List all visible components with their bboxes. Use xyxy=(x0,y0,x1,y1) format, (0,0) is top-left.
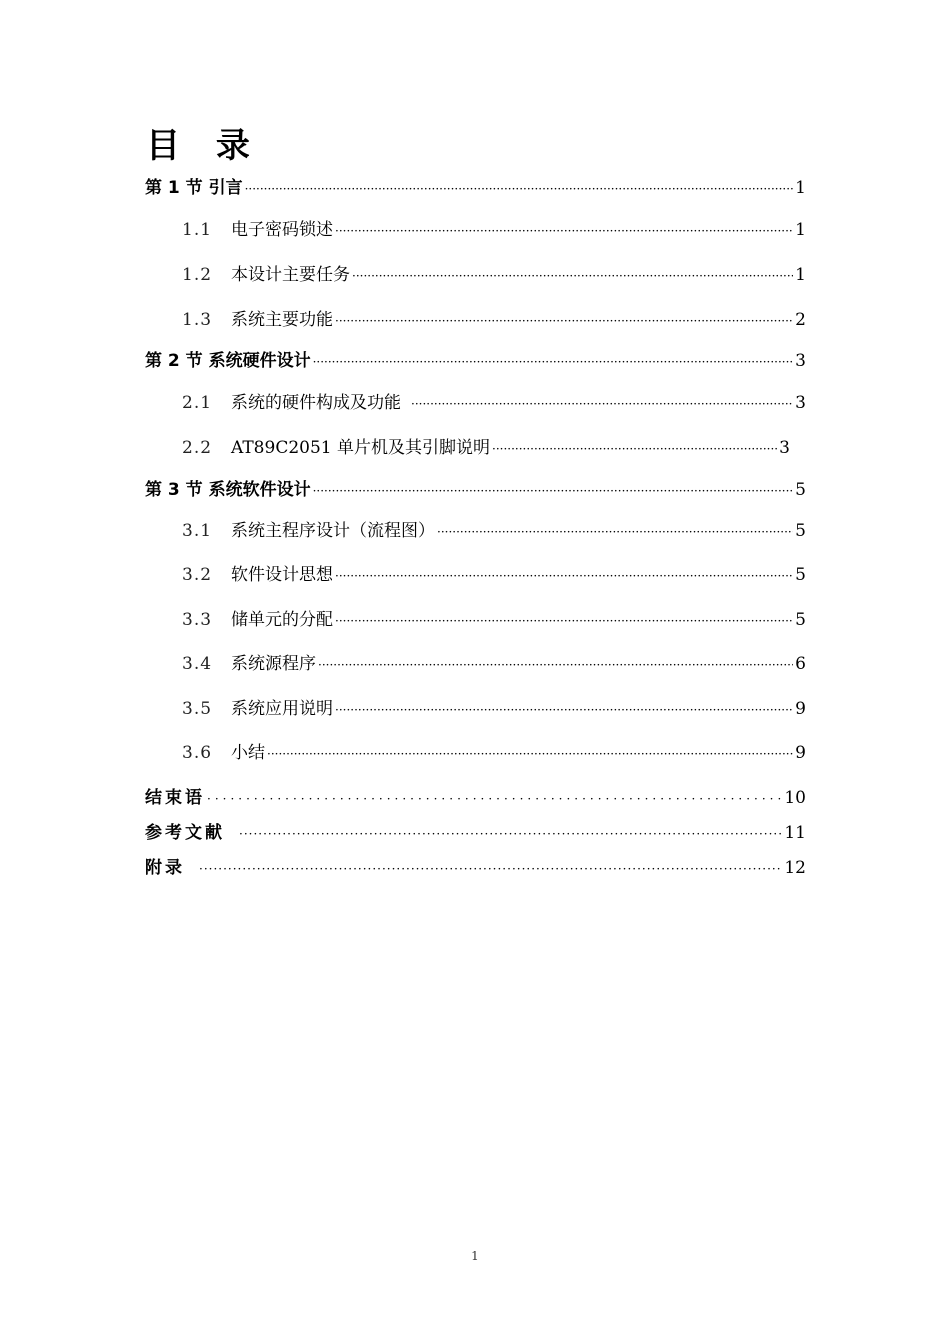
toc-page-number: 9 xyxy=(795,699,806,719)
toc-entry-number: 1.2 xyxy=(182,265,213,285)
toc-entry-label: 本设计主要任务 xyxy=(231,265,350,285)
toc-entry-1-1[interactable] xyxy=(182,217,806,243)
toc-entry-number: 3.5 xyxy=(182,699,213,719)
toc-entry-label: AT89C2051 单片机及其引脚说明 xyxy=(231,438,490,458)
dot-leader xyxy=(335,218,793,244)
toc-entry-2-1[interactable] xyxy=(182,390,806,416)
toc-page-number: 1 xyxy=(795,220,806,240)
toc-entry-label: 系统主要功能 xyxy=(231,310,333,330)
toc-entry-3-6[interactable] xyxy=(182,740,806,766)
dot-leader xyxy=(267,741,793,767)
toc-entry-section-1[interactable] xyxy=(145,175,806,201)
toc-page-number: 10 xyxy=(784,788,806,808)
toc-entry-2-2[interactable] xyxy=(182,435,790,461)
page-footer-number: 1 xyxy=(471,1249,479,1263)
toc-entry-references[interactable] xyxy=(145,820,806,846)
toc-entry-label: 附录 xyxy=(145,858,185,878)
dot-leader xyxy=(411,391,793,417)
toc-page-number: 6 xyxy=(795,654,806,674)
dot-leader xyxy=(313,349,794,375)
toc-entry-conclusion[interactable] xyxy=(145,785,806,811)
toc-entry-3-2[interactable] xyxy=(182,562,806,588)
toc-entry-label: 软件设计思想 xyxy=(231,565,333,585)
dot-leader xyxy=(245,176,794,202)
dot-leader xyxy=(318,652,793,678)
toc-page-number: 3 xyxy=(795,351,806,371)
toc-entry-label: 参考文献 xyxy=(145,823,225,843)
dot-leader xyxy=(492,436,777,462)
toc-entry-1-3[interactable] xyxy=(182,307,806,333)
toc-entry-1-2[interactable] xyxy=(182,262,806,288)
toc-entry-label: 小结 xyxy=(231,743,265,763)
toc-entry-label: 电子密码锁述 xyxy=(231,220,333,240)
dot-leader xyxy=(335,308,793,334)
toc-page-number: 5 xyxy=(795,565,806,585)
toc-entry-label: 系统源程序 xyxy=(231,654,316,674)
toc-entry-3-4[interactable] xyxy=(182,651,806,677)
toc-entry-label: 系统应用说明 xyxy=(231,699,333,719)
toc-page-number: 1 xyxy=(795,178,806,198)
toc-entry-3-5[interactable] xyxy=(182,696,806,722)
toc-page-number: 3 xyxy=(795,393,806,413)
toc-entry-number: 3.4 xyxy=(182,654,213,674)
toc-entry-label: 结束语 xyxy=(145,788,205,808)
toc-entry-3-1[interactable] xyxy=(182,518,806,544)
dot-leader xyxy=(335,563,793,589)
toc-page-number: 12 xyxy=(784,858,806,878)
toc-entry-number: 3.2 xyxy=(182,565,213,585)
toc-entry-label: 系统的硬件构成及功能 xyxy=(231,393,401,413)
dot-leader xyxy=(199,856,782,882)
toc-page-number: 2 xyxy=(795,310,806,330)
toc-entry-label: 第 3 节 系统软件设计 xyxy=(145,480,311,500)
toc-entry-number: 1.1 xyxy=(182,220,213,240)
toc-page-number: 5 xyxy=(795,480,806,500)
toc-entry-number: 3.3 xyxy=(182,610,213,630)
toc-page-number: 1 xyxy=(795,265,806,285)
toc-page-number: 5 xyxy=(795,521,806,541)
toc-entry-section-3[interactable] xyxy=(145,477,806,503)
dot-leader xyxy=(335,697,793,723)
toc-entry-label: 系统主程序设计（流程图） xyxy=(231,521,435,541)
toc-entry-label: 第 1 节 引言 xyxy=(145,178,243,198)
toc-entry-number: 3.1 xyxy=(182,521,213,541)
toc-entry-appendix[interactable] xyxy=(145,855,806,881)
dot-leader xyxy=(239,821,782,847)
toc-page-number: 11 xyxy=(784,823,806,843)
toc-entry-section-2[interactable] xyxy=(145,348,806,374)
toc-entry-label: 储单元的分配 xyxy=(231,610,333,630)
dot-leader xyxy=(207,786,782,812)
toc-page-number: 9 xyxy=(795,743,806,763)
toc-page-number: 3 xyxy=(779,438,790,458)
toc-entry-3-3[interactable] xyxy=(182,607,806,633)
dot-leader xyxy=(335,608,793,634)
toc-page-number: 5 xyxy=(795,610,806,630)
dot-leader xyxy=(313,478,794,504)
toc-entry-number: 2.1 xyxy=(182,393,213,413)
toc-entry-number: 1.3 xyxy=(182,310,213,330)
toc-entry-number: 2.2 xyxy=(182,438,213,458)
dot-leader xyxy=(437,519,793,545)
toc-entry-label: 第 2 节 系统硬件设计 xyxy=(145,351,311,371)
toc-entry-number: 3.6 xyxy=(182,743,213,763)
toc-title: 目 录 xyxy=(146,126,262,166)
dot-leader xyxy=(352,263,793,289)
